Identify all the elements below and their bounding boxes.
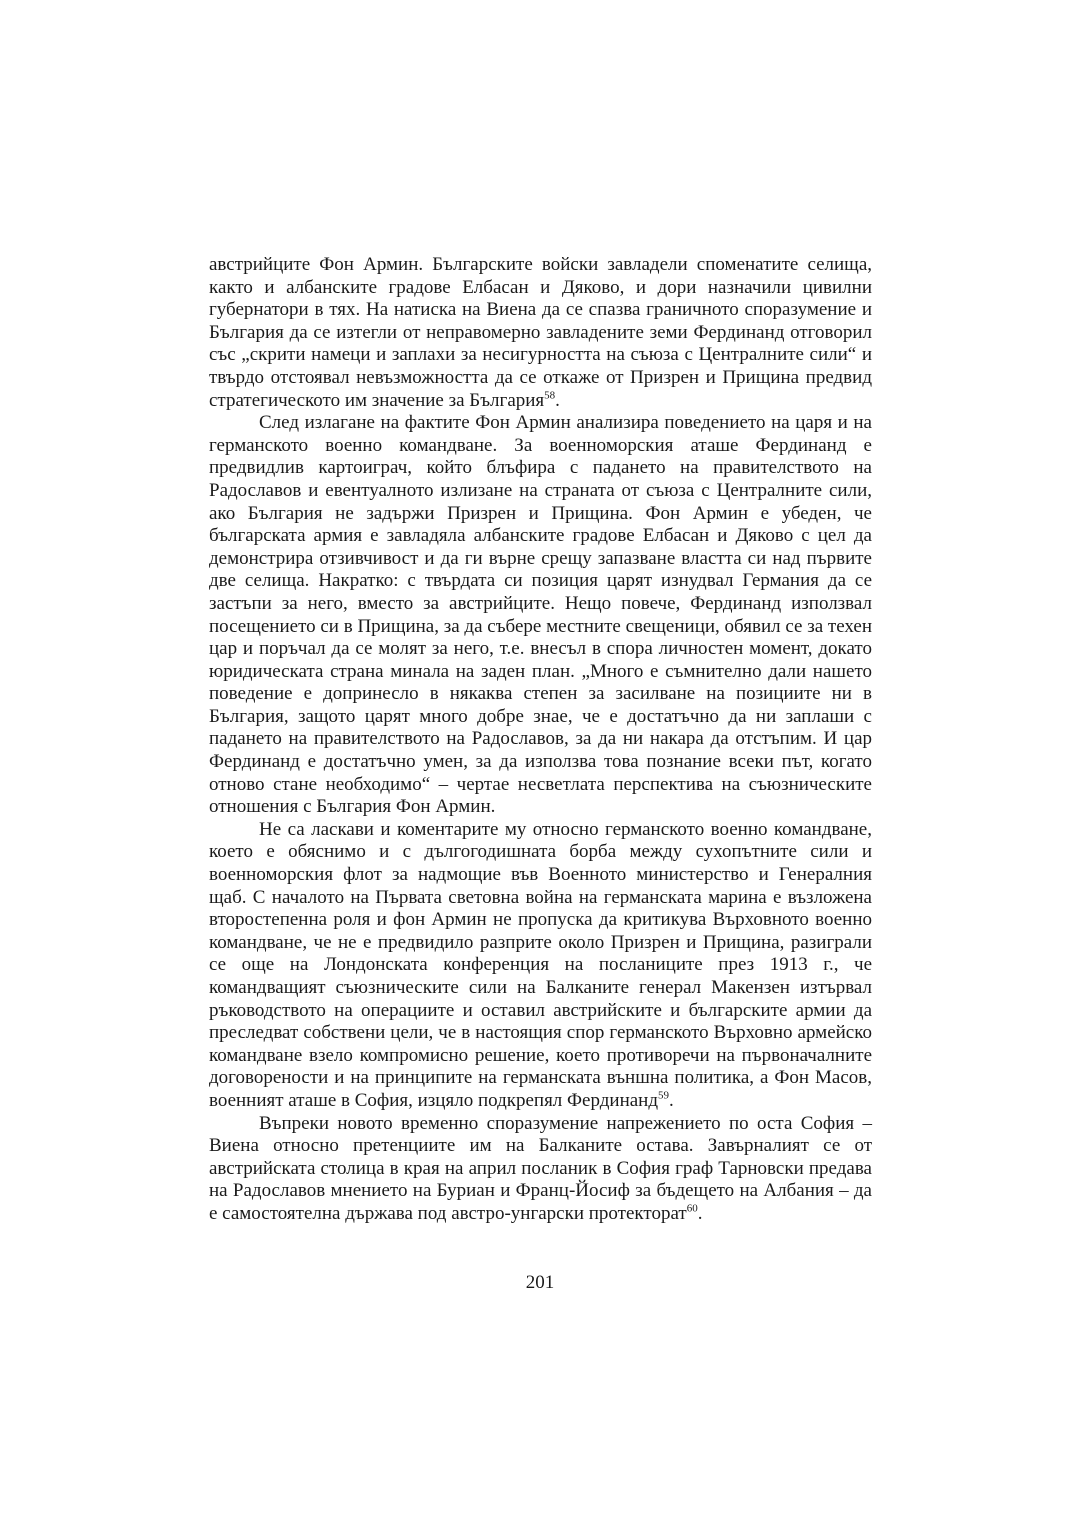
paragraph-2 [209,412,872,819]
footnote-ref-58[interactable]: 58 [544,389,556,402]
paragraph-1 [209,254,872,412]
paragraph-4-end: . [697,1202,703,1224]
paragraph-3 [209,819,872,1113]
paragraph-4-text: Въпреки новото временно споразумение напрежението по оста София – Виена относно претенциите им на Балканите остава. Завърналият се от австрийската столица в края на април посланик в София граф Тарновски предава на Радославов мнението на Буриан и Франц-Йосиф за бъдещето на Албания – да е самостоятелна държава под австро-унгарски протекторат [209,1112,872,1224]
paragraph-3-text: Не са ласкави и коментарите му относно германското военно командване, което е обяснимо и с дългогодишната борба между сухопътните сили и военноморския флот за надмощие във Военното министерство и Генералния щаб. С началото на Първата световна война на германската марина е възложена второстепенна роля и фон Армин не пропуска да критикува Върховното военно командване, че не е предвидило разприте около Призрен и Прищина, разиграли се още на Лондонската конференция на посланиците през 1913 г., че командващият съюзническите сили на Балканите генерал Макензен изтървал ръководството на операциите и оставил австрийските и българските армии да преследват собствени цели, че в настоящия спор германското Върховно армейско командване взело компромисно решение, което противоречи на първоначалните договорености и на принципите на германската външна политика, а Фон Масов, военният аташе в София, изцяло подкрепял Фердинанд [209,818,872,1111]
footnote-ref-59[interactable]: 59 [658,1089,670,1102]
paragraph-4 [209,1113,872,1226]
paragraph-1-end: . [555,389,560,411]
paragraph-3-end: . [669,1089,674,1111]
paragraph-2-text: След излагане на фактите Фон Армин анализира поведението на царя и на германското военно командване. За военноморския аташе Фердинанд е предвидлив картоиграч, който блъфира с падането на правителството на Радославов и евентуалното излизане на страната от съюза с Централните сили, ако България не задържи Призрен и Прищина. Фон Армин е убеден, че българската армия е завладяла албанските градове Елбасан и Дяково с цел да демонстрира отзивчивост и да ги върне срещу запазване властта си над първите две селища. Накратко: с твърдата си позиция царят изнудвал Германия да се застъпи за него, вместо за австрийците. Нещо повече, Фердинанд използвал посещението си в Прищина, за да събере местните свещеници, обявил се за техен цар и поръчал да се молят за него, т.е. внесъл в спора личностен момент, докато юридическата страна минала на заден план. „Много е съмнително дали нашето поведение е допринесло в някаква степен за засилване на позициите ни в България, защото царят много добре знае, че е достатъчно да ни заплаши с падането на правителството на Радославов, за да ни накара да отстъпим. И цар Фердинанд е достатъчно умен, за да използва това познание всеки път, когато отново стане необходимо“ – чертае несветлата перспектива на съюзническите отношения с България Фон Армин. [209,412,872,818]
page-body [209,254,872,1226]
paragraph-1-text: австрийците Фон Армин. Българските войски завладели споменатите селища, както и албанските градове Елбасан и Дяково, и дори назначили цивилни губернатори в тях. На натиска на Виена да се спазва граничното споразумение и България да се изтегли от неправомерно завладените земи Фердинанд отговорил със „скрити намеци и заплахи за несигурността на съюза с Централните сили“ и твърдо отстоявал невъзможността да се откаже от Призрен и Прищина предвид стратегическото им значение за България [209,254,872,411]
page-number: 201 [525,1272,555,1293]
footnote-ref-60[interactable]: 60 [686,1202,698,1215]
